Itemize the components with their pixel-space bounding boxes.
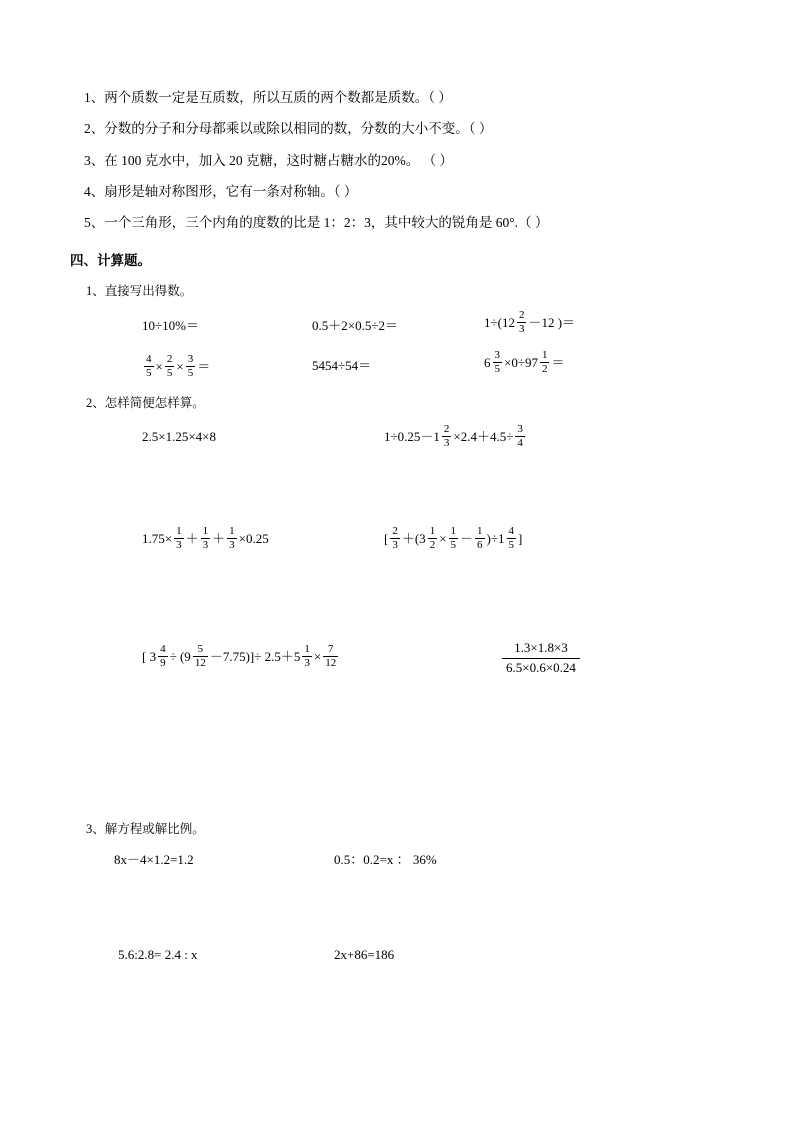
oral-item-2: 0.5＋2×0.5÷2＝ — [312, 318, 398, 334]
fraction: $\frac{1}{3}$ — [202, 525, 209, 551]
simplify-item-2: 1÷0.25－1 $\frac{2}{3}$ ×2.4＋4.5÷ $\frac{3}{4}$ — [384, 423, 523, 449]
fraction: $\frac{2}{3}$ — [443, 423, 450, 449]
oral-item-3 — [484, 309, 575, 335]
oral-item-3-prefix: 1÷(12 — [484, 314, 515, 330]
simplify-item-4: [ $\frac{2}{3}$ ＋(3 $\frac{1}{2}$ × $\frac{1}{5}$ － $\frac{1}{6}$ )÷1 $\frac{4}{5}$ ] — [384, 525, 523, 551]
fraction: $\frac{1}{2}$ — [541, 349, 548, 375]
simplify-item-1: 2.5×1.25×4×8 — [142, 429, 216, 445]
simplify-row-2 — [84, 525, 724, 561]
fraction: $\frac{3}{4}$ — [517, 423, 523, 449]
page-content — [70, 88, 724, 979]
fraction: $\frac{1}{2}$ — [429, 525, 436, 551]
equation-item-2: 0.5：0.2=x ： 36% — [334, 852, 437, 868]
fraction: $\frac{1}{6}$ — [477, 525, 483, 551]
fraction: $\frac{4}{9}$ — [160, 643, 166, 669]
answer-space — [84, 689, 724, 807]
fraction: $\frac{3}{5}$ — [494, 349, 500, 375]
equation-item-1: 8x－4×1.2=1.2 — [114, 852, 194, 868]
fraction: $\frac{3}{5}$ — [187, 353, 194, 379]
oral-item-1: 10÷10%＝ — [142, 318, 199, 334]
simplify-item-3: 1.75× $\frac{1}{3}$ ＋ $\frac{1}{3}$ ＋ $\frac{1}{3}$ ×0.25 — [142, 525, 269, 551]
subheading-simplify: 2、怎样简便怎样算。 — [86, 396, 205, 411]
fraction-large: $\frac{1.3\times 1.8\times 3}{6.5\times 0.6\times 0.24}$ — [502, 640, 580, 676]
equation-item-4: 2x+86=186 — [334, 947, 395, 963]
equation-row-2 — [84, 945, 724, 975]
fraction: $\frac{7}{12}$ — [325, 643, 337, 669]
subheading-equations: 3、解方程或解比例。 — [86, 822, 205, 837]
equation-item-3: 5.6:2.8= 2.4 : x — [118, 947, 198, 963]
fraction: $\frac{4}{5}$ — [146, 353, 152, 379]
fraction: $\frac{5}{12}$ — [194, 643, 206, 669]
fraction: $\frac{2}{3}$ — [518, 309, 525, 335]
simplify-item-5: [ 3 $\frac{4}{9}$ ÷ (9 $\frac{5}{12}$ －7.75)]÷ 2.5＋5 $\frac{1}{3}$ × $\frac{7}{12}$ — [142, 643, 337, 669]
fraction: $\frac{2}{3}$ — [392, 525, 398, 551]
fraction: $\frac{1}{3}$ — [176, 525, 182, 551]
true-false-item: 3、在 100 克水中，加入 20 克糖，这时糖占糖水的20%。 （ ） — [84, 152, 453, 168]
fraction: $\frac{1}{3}$ — [304, 643, 310, 669]
fraction: $\frac{4}{5}$ — [508, 525, 515, 551]
simplify-item-6 — [502, 639, 580, 676]
true-false-item: 1、两个质数一定是互质数，所以互质的两个数都是质数。（ ） — [84, 90, 452, 105]
oral-row-2 — [84, 347, 724, 383]
fraction: $\frac{1}{5}$ — [450, 525, 457, 551]
simplify-row-3 — [84, 639, 724, 685]
oral-item-5: 5454÷54＝ — [312, 358, 372, 374]
answer-space — [84, 565, 724, 639]
true-false-item: 5、一个三角形，三个内角的度数的比是 1：2：3，其中较大的锐角是 60°.（ ） — [84, 215, 549, 230]
answer-space — [84, 463, 724, 525]
true-false-item: 2、分数的分子和分母都乘以或除以相同的数，分数的大小不变。（ ） — [84, 121, 493, 137]
oral-item-3-suffix: －12 )＝ — [528, 314, 576, 330]
simplify-row-1 — [84, 423, 724, 459]
true-false-list — [84, 88, 724, 233]
section-heading-calculation: 四、计算题。 — [70, 253, 151, 269]
equation-row-1 — [84, 847, 724, 877]
subheading-oral-calc: 1、直接写出得数。 — [86, 284, 193, 299]
oral-item-6: 6 $\frac{3}{5}$ ×0÷97 $\frac{1}{2}$ ＝ — [484, 349, 565, 375]
answer-space — [84, 881, 724, 945]
true-false-item: 4、扇形是轴对称图形，它有一条对称轴。（ ） — [84, 183, 358, 199]
oral-item-4: $\frac{4}{5}$ × $\frac{2}{5}$ × $\frac{3}{5}$ ＝ — [146, 353, 211, 379]
oral-row-1 — [84, 309, 724, 343]
fraction: $\frac{1}{3}$ — [229, 525, 235, 551]
fraction: $\frac{2}{5}$ — [166, 353, 173, 379]
